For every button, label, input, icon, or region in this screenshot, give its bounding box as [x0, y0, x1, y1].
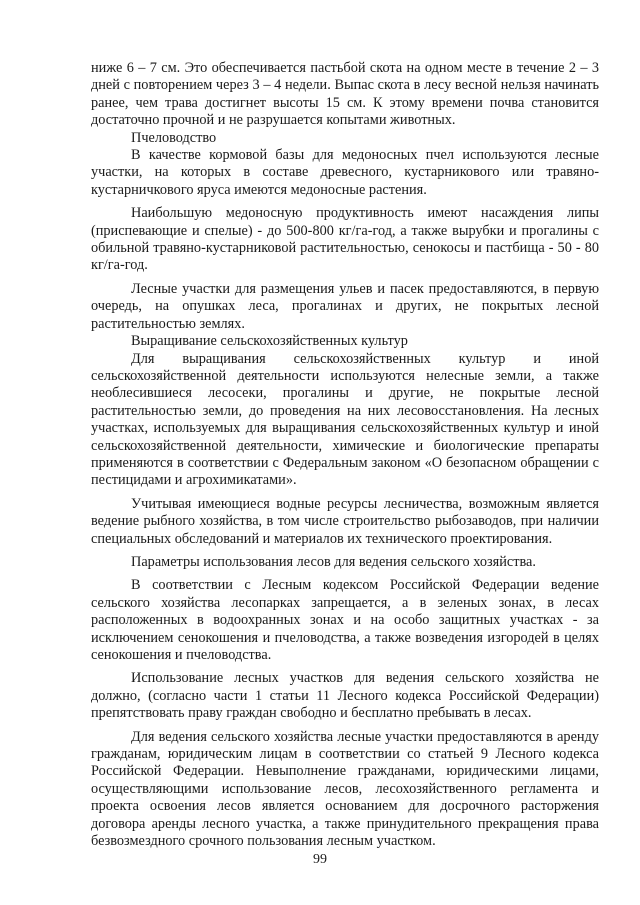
heading-crop-cultivation: Выращивание сельскохозяйственных культур	[131, 333, 408, 350]
paragraph-fish-farming: Учитывая имеющиеся водные ресурсы лесничества, возможным является ведение рыбного хозяйства, в том числе строительство рыбозаводов, при наличии специальных обследований и материалов их технического проектирования.	[91, 495, 599, 547]
paragraph-pasture-continuation: ниже 6 – 7 см. Это обеспечивается пастьбой скота на одном месте в течение 2 – 3 дней с повторением через 3 – 4 недели. Выпас скота в лесу весной нельзя начинать ранее, чем трава достигнет высоты 15 см. К этому времени почва становится достаточно прочной и не разрушается копытами животных.	[91, 60, 599, 129]
page-number: 99	[313, 852, 327, 867]
paragraph-forest-code: В соответствии с Лесным кодексом Российской Федерации ведение сельского хозяйства лесопарках запрещается, а в зеленых зонах, в лесах расположенных в водоохранных зонах и на особо защитных участках - за исключением сенокошения и пчеловодства, а также возведения изгородей в целях сенокошения и пчеловодства.	[91, 577, 599, 663]
heading-beekeeping: Пчеловодство	[131, 129, 217, 146]
paragraph-lease: Для ведения сельского хозяйства лесные участки предоставляются в аренду гражданам, юридическим лицам в соответствии со статьей 9 Лесного кодекса Российской Федерации. Невыполнение гражданами, юридическими лицами, осуществляющими использование лесов, лесохозяйственного регламента и проекта освоения лесов является основанием для досрочного расторжения договора аренды лесного участка, а также принудительного прекращения права безвозмездного срочного пользования лесным участком.	[91, 728, 599, 850]
paragraph-crop-lands: Для выращивания сельскохозяйственных культур и иной сельскохозяйственной деятельности используются нелесные земли, а также необлесившиеся лесосеки, прогалины и другие, не покрытые лесной растительностью земли, до проведения на них лесовосстановления. На лесных участках, используемых для выращивания сельскохозяйственных культур и иной сельскохозяйственной деятельности, химические и биологические препараты применяются в соответствии с Федеральным законом «О безопасном обращении с пестицидами и агрохимикатами».	[91, 350, 599, 489]
paragraph-apiary-placement: Лесные участки для размещения ульев и пасек предоставляются, в первую очередь, на опушках леса, прогалинах и других, не покрытых лесной растительностью землях.	[91, 280, 599, 332]
document-page	[91, 60, 599, 850]
paragraph-free-access: Использование лесных участков для ведения сельского хозяйства не должно, (согласно части 1 статьи 11 Лесного кодекса Российской Федерации) препятствовать праву граждан свободно и бесплатно пребывать в лесах.	[91, 670, 599, 722]
paragraph-honey-productivity: Наибольшую медоносную продуктивность имеют насаждения липы (приспевающие и спелые) - до 500-800 кг/га-год, а также вырубки и прогалины с обильной травяно-кустарниковой растительностью, сенокосы и пастбища - 50 - 80 кг/га-год.	[91, 205, 599, 274]
paragraph-forage-base: В качестве кормовой базы для медоносных пчел используются лесные участки, на которых в составе древесного, кустарникового или травяно-кустарничкового яруса имеются медоносные растения.	[91, 147, 599, 198]
paragraph-usage-parameters: Параметры использования лесов для ведения сельского хозяйства.	[131, 553, 536, 570]
